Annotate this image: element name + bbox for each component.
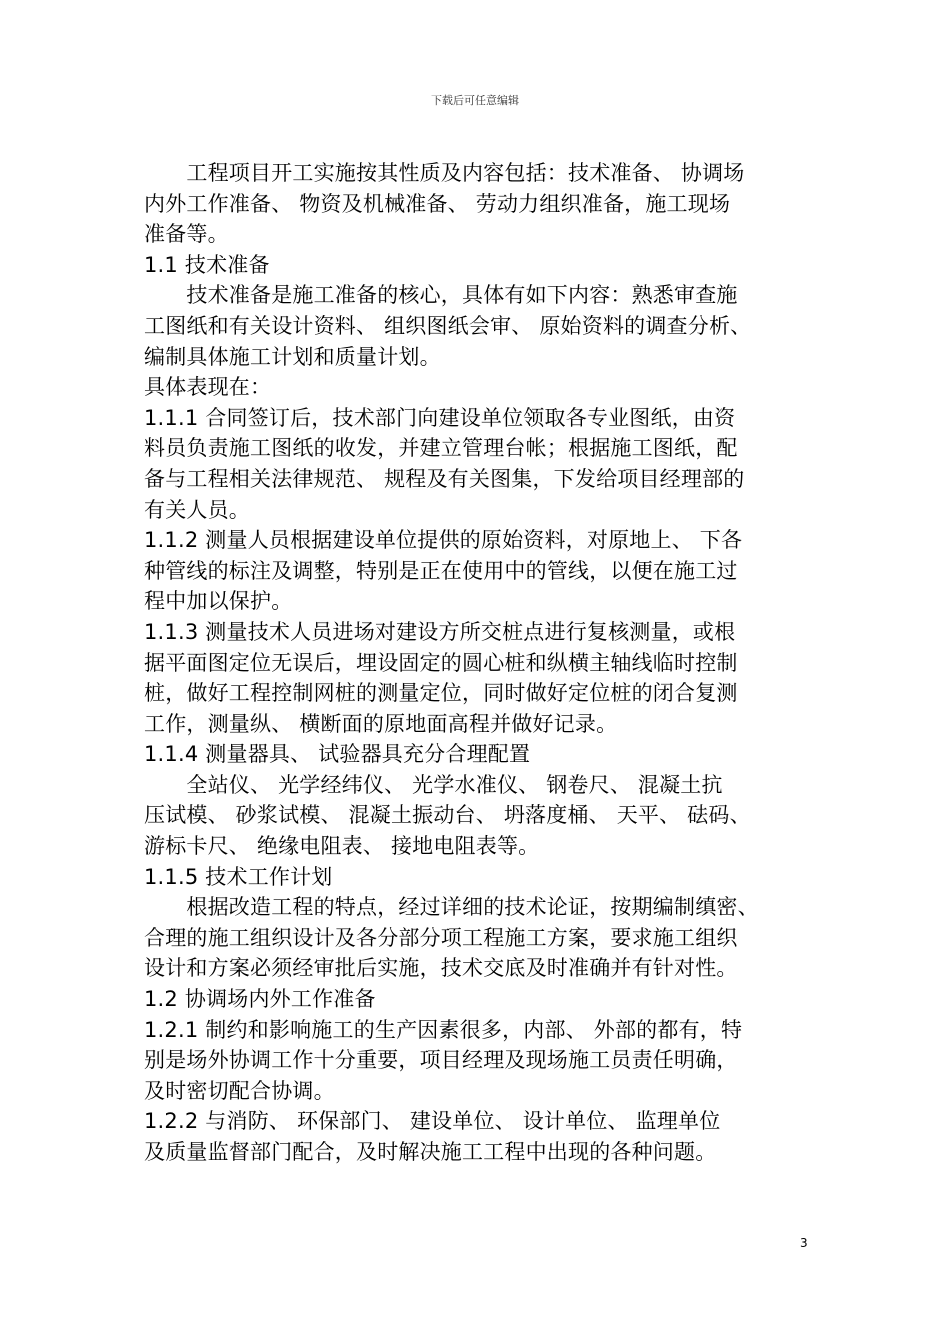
text-line: 程中加以保护。 bbox=[144, 589, 293, 614]
page-number: 3 bbox=[800, 1236, 808, 1250]
text-line: 根据改造工程的特点，经过详细的技术论证，按期编制缜密、 bbox=[144, 895, 759, 920]
text-line: 及时密切配合协调。 bbox=[144, 1078, 335, 1103]
text-line: 1.1.1 合同签订后，技术部门向建设单位领取各专业图纸，由资 bbox=[144, 405, 736, 430]
text-line: 内外工作准备、 物资及机械准备、 劳动力组织准备，施工现场 bbox=[144, 191, 731, 216]
text-line: 设计和方案必须经审批后实施，技术交底及时准确并有针对性。 bbox=[144, 956, 738, 981]
text-line: 桩，做好工程控制网桩的测量定位，同时做好定位桩的闭合复测 bbox=[144, 681, 738, 706]
text-line: 1.1.4 测量器具、 试验器具充分合理配置 bbox=[144, 742, 531, 767]
document-body bbox=[144, 158, 816, 1168]
text-line: 1.2.2 与消防、 环保部门、 建设单位、 设计单位、 监理单位 bbox=[144, 1109, 721, 1134]
header-note: 下载后可任意编辑 bbox=[431, 94, 519, 107]
text-line: 料员负责施工图纸的收发，并建立管理台帐；根据施工图纸，配 bbox=[144, 436, 738, 461]
text-line: 编制具体施工计划和质量计划。 bbox=[144, 344, 441, 369]
text-line: 有关人员。 bbox=[144, 497, 250, 522]
text-line: 1.2 协调场内外工作准备 bbox=[144, 987, 376, 1012]
text-line: 及质量监督部门配合，及时解决施工工程中出现的各种问题。 bbox=[144, 1140, 717, 1164]
text-line: 1.1.3 测量技术人员进场对建设方所交桩点进行复核测量，或根 bbox=[144, 619, 736, 644]
text-line: 据平面图定位无误后，埋设固定的圆心桩和纵横主轴线临时控制 bbox=[144, 650, 738, 675]
text-line: 准备等。 bbox=[144, 222, 229, 247]
text-line: 全站仪、 光学经纬仪、 光学水准仪、 钢卷尺、 混凝土抗 bbox=[144, 772, 723, 797]
text-line: 1.1.5 技术工作计划 bbox=[144, 864, 333, 889]
text-line: 合理的施工组织设计及各分部分项工程施工方案，要求施工组织 bbox=[144, 925, 738, 950]
text-line: 游标卡尺、 绝缘电阻表、 接地电阻表等。 bbox=[144, 834, 540, 859]
text-line: 具体表现在： bbox=[144, 375, 272, 400]
text-line: 1.2.1 制约和影响施工的生产因素很多，内部、 外部的都有，特 bbox=[144, 1017, 743, 1042]
text-line: 备与工程相关法律规范、 规程及有关图集，下发给项目经理部的 bbox=[144, 466, 745, 491]
text-line: 别是场外协调工作十分重要，项目经理及现场施工员责任明确， bbox=[144, 1048, 738, 1073]
text-line: 技术准备是施工准备的核心，具体有如下内容：熟悉审查施 bbox=[144, 283, 738, 308]
text-line: 1.1.2 测量人员根据建设单位提供的原始资料，对原地上、 下各 bbox=[144, 528, 743, 553]
text-line: 工图纸和有关设计资料、 组织图纸会审、 原始资料的调查分析、 bbox=[144, 313, 752, 338]
text-line: 1.1 技术准备 bbox=[144, 252, 270, 277]
text-line: 种管线的标注及调整，特别是正在使用中的管线，以便在施工过 bbox=[144, 558, 738, 583]
text-line: 工程项目开工实施按其性质及内容包括：技术准备、 协调场 bbox=[144, 161, 745, 185]
text-line: 工作，测量纵、 横断面的原地面高程并做好记录。 bbox=[144, 711, 618, 736]
text-line: 压试模、 砂浆试模、 混凝土振动台、 坍落度桶、 天平、 砝码、 bbox=[144, 803, 751, 828]
